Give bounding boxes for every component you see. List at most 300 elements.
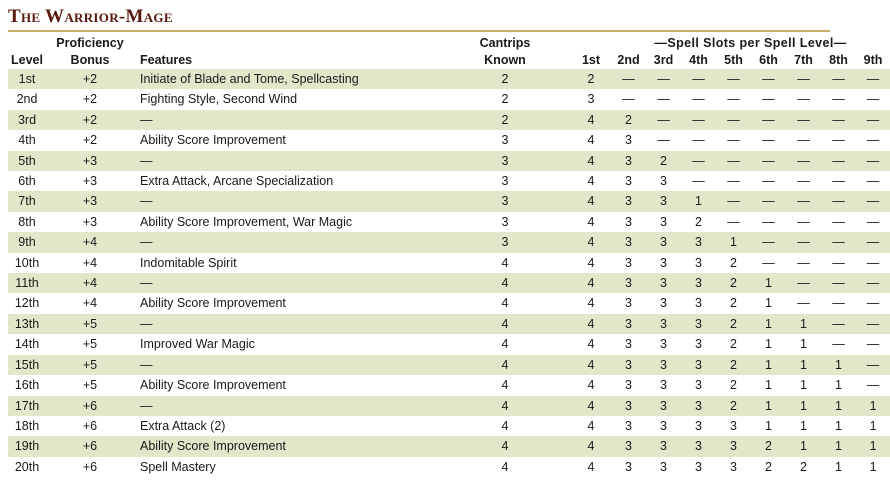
bonus-cell: +5 — [46, 355, 134, 375]
slot-cell: — — [681, 151, 716, 171]
slot-cell: 3 — [660, 255, 667, 270]
features-cell: Extra Attack, Arcane Specialization — [140, 174, 334, 189]
slot-cell: 4 — [587, 174, 595, 189]
table-body — [8, 69, 890, 477]
header-cantrips: Cantrips — [479, 36, 531, 50]
slot-cell: 3 — [611, 232, 646, 252]
features-cell: Improved War Magic — [140, 337, 255, 352]
header-empty — [571, 35, 611, 52]
level-cell: 5th — [8, 151, 46, 171]
slot-cell: — — [786, 232, 821, 252]
bonus-cell: +2 — [46, 110, 134, 130]
level-cell: 4th — [18, 133, 36, 148]
bonus-cell: +4 — [46, 273, 134, 293]
table-row — [8, 436, 890, 456]
slot-cell: — — [832, 214, 845, 229]
slot-cell: 1 — [751, 273, 786, 293]
slot-cell: 2 — [611, 110, 646, 130]
cantrips-cell: 3 — [439, 232, 571, 252]
level-cell: 18th — [14, 418, 40, 433]
slot-cell: 2 — [800, 459, 807, 474]
bonus-cell: +4 — [82, 255, 98, 270]
header-level: Level — [11, 53, 43, 67]
bonus-cell: +3 — [82, 214, 98, 229]
bonus-cell: +6 — [82, 418, 98, 433]
slot-cell: — — [856, 110, 890, 130]
slot-cell: — — [832, 337, 845, 352]
slot-cell: 4 — [571, 151, 611, 171]
header-slot-6th: 6th — [759, 53, 778, 67]
slot-cell: 3 — [660, 296, 667, 311]
slot-cell: 3 — [660, 214, 667, 229]
level-cell: 3rd — [8, 110, 46, 130]
slot-cell: 3 — [611, 436, 646, 456]
cantrips-cell: 4 — [501, 255, 509, 270]
cantrips-cell: 3 — [501, 214, 509, 229]
slot-cell: 1 — [786, 355, 821, 375]
header-spell-slots: —Spell Slots per Spell Level— — [654, 36, 847, 50]
slot-cell: 1 — [800, 378, 807, 393]
slot-cell: 3 — [660, 174, 667, 189]
slot-cell: — — [762, 92, 775, 107]
slot-cell: — — [716, 191, 751, 211]
slot-cell: 2 — [730, 255, 737, 270]
cantrips-cell: 3 — [439, 151, 571, 171]
slot-cell: 3 — [695, 459, 702, 474]
slot-cell: 2 — [716, 396, 751, 416]
bonus-cell: +2 — [82, 133, 98, 148]
slot-cell: 4 — [571, 396, 611, 416]
slot-cell: — — [797, 133, 810, 148]
level-cell: 10th — [14, 255, 40, 270]
slot-cell: — — [832, 92, 845, 107]
slot-cell: — — [727, 92, 740, 107]
slot-cell: 1 — [835, 459, 842, 474]
slot-cell: 4 — [587, 337, 595, 352]
features-cell: Spell Mastery — [140, 459, 216, 474]
table-row — [8, 314, 890, 334]
slot-cell: — — [856, 191, 890, 211]
slot-cell: 1 — [765, 378, 772, 393]
slot-cell: — — [727, 214, 740, 229]
slot-cell: 3 — [695, 255, 702, 270]
slot-cell: — — [797, 296, 810, 311]
slot-cell: — — [856, 232, 890, 252]
header-empty — [134, 35, 439, 52]
slot-cell: 1 — [869, 418, 877, 433]
slot-cell: — — [821, 191, 856, 211]
slot-cell: — — [646, 110, 681, 130]
slot-cell: 3 — [625, 174, 632, 189]
slot-cell: 4 — [587, 133, 595, 148]
slot-cell: — — [751, 151, 786, 171]
bonus-cell: +5 — [46, 314, 134, 334]
slot-cell: 4 — [571, 191, 611, 211]
slot-cell: 1 — [821, 396, 856, 416]
table-row — [8, 69, 890, 89]
slot-cell: — — [832, 133, 845, 148]
slot-cell: 3 — [611, 191, 646, 211]
slot-cell: — — [797, 214, 810, 229]
slot-cell: 3 — [646, 396, 681, 416]
slot-cell: — — [866, 133, 880, 148]
slot-cell: 2 — [646, 151, 681, 171]
slot-cell: 1 — [786, 396, 821, 416]
slot-cell: 3 — [625, 214, 632, 229]
cantrips-cell: 2 — [501, 92, 509, 107]
header-empty — [8, 35, 46, 52]
bonus-cell: +2 — [82, 92, 98, 107]
slot-cell: 3 — [625, 378, 632, 393]
slot-cell: — — [856, 69, 890, 89]
slot-cell: 2 — [730, 378, 737, 393]
slot-cell: 3 — [660, 418, 667, 433]
features-cell: Indomitable Spirit — [140, 255, 237, 270]
slot-cell: 2 — [751, 436, 786, 456]
slot-cell: — — [856, 273, 890, 293]
slot-cell: — — [786, 151, 821, 171]
cantrips-cell: 4 — [439, 355, 571, 375]
slot-cell: — — [866, 174, 880, 189]
slot-cell: 3 — [646, 436, 681, 456]
slot-cell: 1 — [751, 314, 786, 334]
slot-cell: 3 — [646, 191, 681, 211]
level-cell: 8th — [18, 214, 36, 229]
slot-cell: 3 — [625, 255, 632, 270]
slot-cell: 3 — [660, 378, 667, 393]
slot-cell: 2 — [716, 355, 751, 375]
features-cell: — — [134, 314, 439, 334]
slot-cell: — — [681, 69, 716, 89]
slot-cell: 1 — [856, 436, 890, 456]
table-row — [8, 273, 890, 293]
slot-cell: 4 — [587, 418, 595, 433]
slot-cell: — — [832, 296, 845, 311]
slot-cell: — — [866, 255, 880, 270]
slot-cell: — — [751, 110, 786, 130]
slot-cell: 3 — [681, 436, 716, 456]
table-row — [8, 416, 890, 436]
table-row — [8, 110, 890, 130]
slot-cell: 2 — [695, 214, 702, 229]
cantrips-cell: 4 — [439, 273, 571, 293]
slot-cell: 4 — [571, 110, 611, 130]
slot-cell: 3 — [611, 396, 646, 416]
slot-cell: — — [866, 378, 880, 393]
slot-cell: 4 — [571, 436, 611, 456]
slot-cell: 3 — [660, 459, 667, 474]
slot-cell: 3 — [611, 314, 646, 334]
cantrips-cell: 4 — [439, 396, 571, 416]
cantrips-cell: 4 — [501, 378, 509, 393]
slot-cell: 3 — [646, 232, 681, 252]
slot-cell: — — [821, 273, 856, 293]
header-slot-1st: 1st — [581, 53, 601, 67]
level-cell: 1st — [8, 69, 46, 89]
features-cell: — — [134, 232, 439, 252]
header-proficiency: Proficiency — [56, 36, 124, 50]
features-cell: — — [134, 110, 439, 130]
slot-cell: 4 — [587, 296, 595, 311]
slot-cell: 3 — [625, 459, 632, 474]
level-cell: 17th — [8, 396, 46, 416]
slot-cell: 3 — [695, 418, 702, 433]
slot-cell: 4 — [571, 273, 611, 293]
header-features: Features — [140, 53, 193, 67]
slot-cell: 2 — [571, 69, 611, 89]
slot-cell: 4 — [587, 214, 595, 229]
slot-cell: 4 — [571, 314, 611, 334]
slot-cell: — — [786, 110, 821, 130]
features-cell: — — [134, 151, 439, 171]
slot-cell: 3 — [625, 133, 632, 148]
slot-cell: 3 — [695, 337, 702, 352]
header-slot-5th: 5th — [724, 53, 743, 67]
slot-cell: 3 — [681, 232, 716, 252]
slot-cell: 3 — [625, 296, 632, 311]
table-row — [8, 89, 890, 109]
level-cell: 12th — [14, 296, 40, 311]
slot-cell: — — [866, 296, 880, 311]
bonus-cell: +4 — [82, 296, 98, 311]
slot-cell: — — [866, 92, 880, 107]
slot-cell: — — [797, 255, 810, 270]
slot-cell: — — [832, 174, 845, 189]
slot-cell: — — [821, 314, 856, 334]
slot-cell: 1 — [765, 337, 772, 352]
slot-cell: 3 — [695, 296, 702, 311]
slot-cell: 2 — [716, 314, 751, 334]
cantrips-cell: 4 — [501, 418, 509, 433]
table-row — [8, 191, 890, 211]
slot-cell: — — [646, 69, 681, 89]
warrior-mage-table — [8, 35, 890, 477]
slot-cell: — — [786, 69, 821, 89]
features-cell: Ability Score Improvement — [140, 378, 286, 393]
slot-cell: — — [832, 255, 845, 270]
slot-cell: 3 — [611, 273, 646, 293]
slot-cell: 3 — [625, 337, 632, 352]
bonus-cell: +6 — [46, 436, 134, 456]
level-cell: 13th — [8, 314, 46, 334]
slot-cell: 3 — [681, 273, 716, 293]
features-cell: Initiate of Blade and Tome, Spellcasting — [134, 69, 439, 89]
header-row-bottom — [8, 52, 890, 69]
slot-cell: — — [751, 232, 786, 252]
cantrips-cell: 3 — [439, 191, 571, 211]
slot-cell: — — [716, 151, 751, 171]
features-cell: Ability Score Improvement — [140, 133, 286, 148]
slot-cell: — — [821, 151, 856, 171]
slot-cell: — — [797, 92, 810, 107]
slot-cell: 3 — [587, 92, 595, 107]
slot-cell: 3 — [646, 273, 681, 293]
header-slot-8th: 8th — [829, 53, 848, 67]
table-row — [8, 396, 890, 416]
slot-cell: 2 — [730, 296, 737, 311]
slot-cell: — — [727, 133, 740, 148]
slot-cell: 4 — [571, 355, 611, 375]
features-cell: Ability Score Improvement — [134, 436, 439, 456]
header-row-top — [8, 35, 890, 52]
table-row — [8, 457, 890, 477]
cantrips-cell: 4 — [501, 337, 509, 352]
slot-cell: — — [821, 232, 856, 252]
slot-cell: 1 — [786, 436, 821, 456]
features-cell: Ability Score Improvement, War Magic — [140, 214, 353, 229]
slot-cell: 1 — [765, 296, 772, 311]
slot-cell: — — [751, 69, 786, 89]
table-row — [8, 232, 890, 252]
slot-cell: — — [692, 174, 705, 189]
level-cell: 9th — [8, 232, 46, 252]
slot-cell: — — [751, 191, 786, 211]
table-row — [8, 253, 890, 273]
bonus-cell: +3 — [46, 191, 134, 211]
cantrips-cell: 4 — [501, 459, 509, 474]
level-cell: 6th — [18, 174, 36, 189]
slot-cell: 1 — [835, 418, 842, 433]
features-cell: Ability Score Improvement — [140, 296, 286, 311]
bonus-cell: +6 — [82, 459, 98, 474]
features-cell: — — [134, 396, 439, 416]
slot-cell: 3 — [611, 355, 646, 375]
slot-cell: 4 — [587, 459, 595, 474]
table-row — [8, 334, 890, 354]
features-cell: Extra Attack (2) — [140, 418, 226, 433]
slot-cell: — — [856, 151, 890, 171]
header-known: Known — [484, 53, 526, 67]
slot-cell: 1 — [856, 396, 890, 416]
slot-cell: — — [692, 92, 705, 107]
features-cell: Fighting Style, Second Wind — [140, 92, 298, 107]
slot-cell: 3 — [681, 396, 716, 416]
slot-cell: 3 — [730, 459, 737, 474]
level-cell: 15th — [8, 355, 46, 375]
slot-cell: 3 — [716, 436, 751, 456]
slot-cell: 1 — [800, 418, 807, 433]
slot-cell: 2 — [765, 459, 772, 474]
slot-cell: — — [681, 110, 716, 130]
slot-cell: 1 — [751, 396, 786, 416]
cantrips-cell: 3 — [501, 133, 509, 148]
slot-cell: 3 — [681, 355, 716, 375]
slot-cell: 3 — [695, 378, 702, 393]
slot-cell: 3 — [681, 314, 716, 334]
slot-cell: 1 — [821, 436, 856, 456]
bonus-cell: +5 — [82, 378, 98, 393]
slot-cell: 1 — [800, 337, 807, 352]
table-row — [8, 212, 890, 232]
slot-cell: — — [821, 69, 856, 89]
slot-cell: 1 — [716, 232, 751, 252]
level-cell: 19th — [8, 436, 46, 456]
bonus-cell: +2 — [46, 69, 134, 89]
slot-cell: 3 — [611, 151, 646, 171]
slot-cell: — — [821, 110, 856, 130]
slot-cell: — — [856, 355, 890, 375]
cantrips-cell: 3 — [501, 174, 509, 189]
slot-cell: 3 — [625, 418, 632, 433]
slot-cell: — — [611, 69, 646, 89]
cantrips-cell: 4 — [501, 296, 509, 311]
header-slot-3rd: 3rd — [653, 53, 674, 67]
cantrips-cell: 2 — [439, 110, 571, 130]
header-slot-7th: 7th — [794, 53, 813, 67]
level-cell: 16th — [14, 378, 40, 393]
table-row — [8, 151, 890, 171]
slot-cell: — — [692, 133, 705, 148]
cantrips-cell: 4 — [439, 314, 571, 334]
slot-cell: 1 — [869, 459, 877, 474]
title-divider — [8, 30, 830, 32]
slot-cell: 4 — [587, 378, 595, 393]
level-cell: 7th — [8, 191, 46, 211]
slot-cell: — — [762, 214, 775, 229]
table-row — [8, 171, 890, 191]
slot-cell: — — [866, 337, 880, 352]
slot-cell: 1 — [681, 191, 716, 211]
level-cell: 20th — [14, 459, 40, 474]
slot-cell: 1 — [786, 314, 821, 334]
bonus-cell: +4 — [46, 232, 134, 252]
slot-cell: — — [657, 92, 670, 107]
slot-cell: 2 — [716, 273, 751, 293]
slot-cell: — — [786, 273, 821, 293]
slot-cell: 1 — [821, 355, 856, 375]
table-row — [8, 293, 890, 313]
slot-cell: 2 — [730, 337, 737, 352]
table-row — [8, 375, 890, 395]
slot-cell: — — [856, 314, 890, 334]
table-row — [8, 355, 890, 375]
slot-cell: — — [622, 92, 635, 107]
slot-cell: — — [657, 133, 670, 148]
cantrips-cell: 4 — [439, 436, 571, 456]
slot-cell: — — [786, 191, 821, 211]
slot-cell: — — [797, 174, 810, 189]
slot-cell: 1 — [765, 418, 772, 433]
level-cell: 2nd — [16, 92, 38, 107]
slot-cell: — — [866, 214, 880, 229]
slot-cell: 4 — [571, 232, 611, 252]
cantrips-cell: 2 — [439, 69, 571, 89]
level-cell: 14th — [14, 337, 40, 352]
slot-cell: — — [716, 110, 751, 130]
bonus-cell: +3 — [82, 174, 98, 189]
features-cell: — — [134, 355, 439, 375]
slot-cell: — — [762, 133, 775, 148]
table-row — [8, 130, 890, 150]
slot-cell: 3 — [646, 355, 681, 375]
header-slot-2nd: 2nd — [617, 53, 640, 67]
slot-cell: — — [762, 174, 775, 189]
features-cell: — — [134, 273, 439, 293]
slot-cell: 1 — [835, 378, 842, 393]
header-slot-9th: 9th — [863, 53, 883, 67]
slot-cell: 4 — [587, 255, 595, 270]
table-title: The Warrior-Mage — [8, 6, 173, 27]
header-bonus: Bonus — [70, 53, 110, 67]
slot-cell: — — [727, 174, 740, 189]
slot-cell: — — [762, 255, 775, 270]
level-cell: 11th — [8, 273, 46, 293]
bonus-cell: +6 — [46, 396, 134, 416]
slot-cell: 3 — [660, 337, 667, 352]
slot-cell: 3 — [646, 314, 681, 334]
slot-cell: 3 — [730, 418, 737, 433]
bonus-cell: +3 — [46, 151, 134, 171]
